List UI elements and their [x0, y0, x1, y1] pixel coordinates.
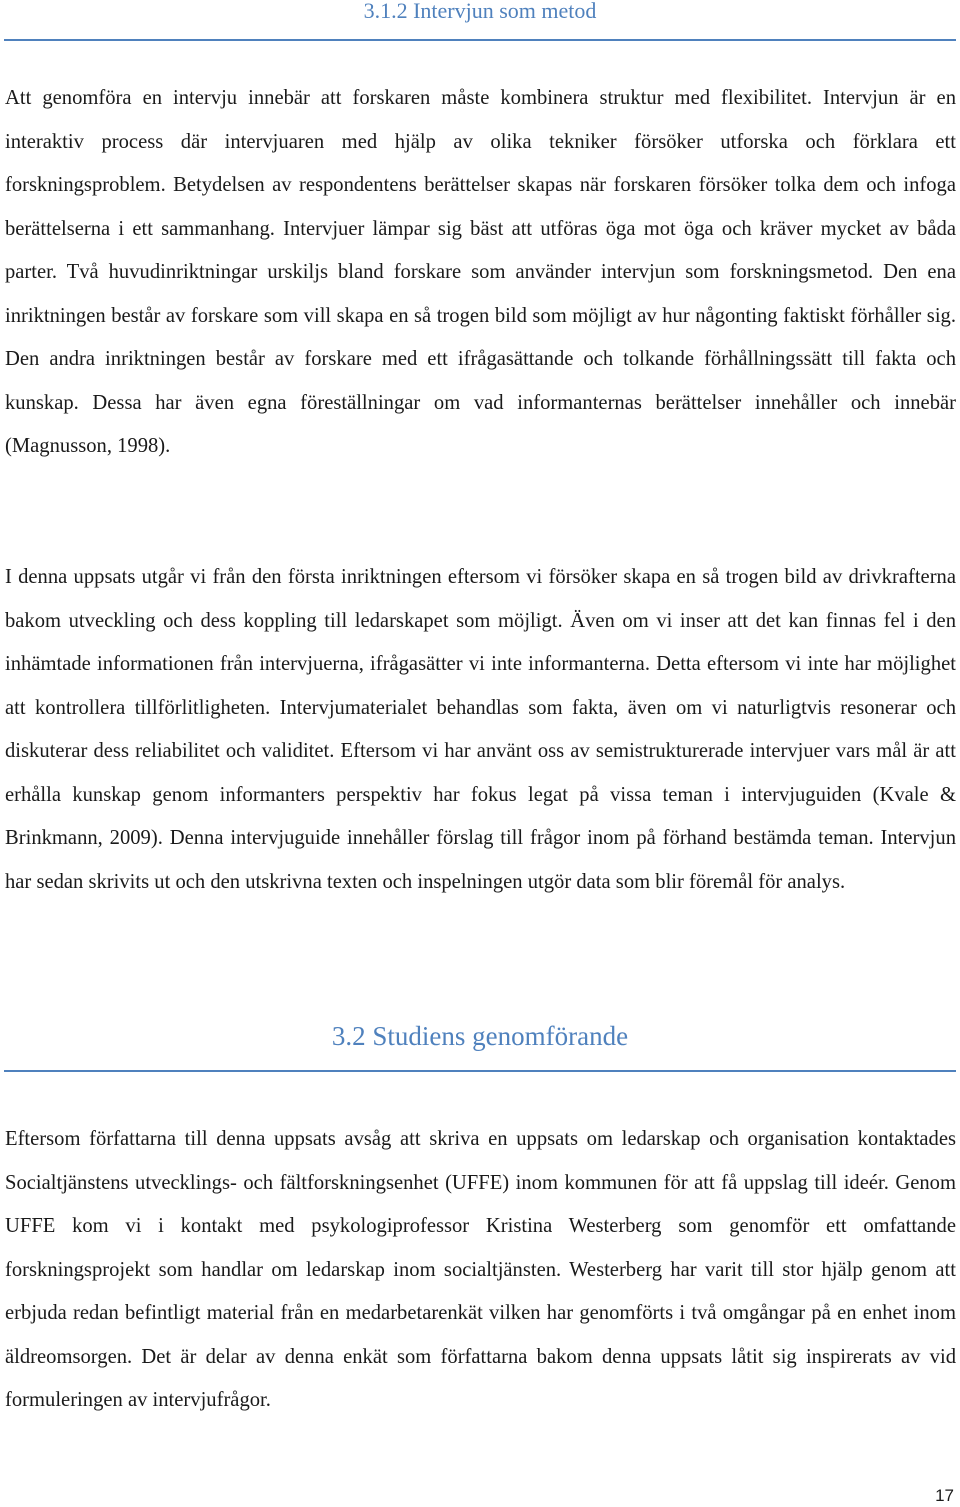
section-heading-3-1-2: 3.1.2 Intervjun som metod — [363, 0, 597, 23]
paragraph-interview-method: Att genomföra en intervju innebär att forskaren måste kombinera struktur med flexibilitet. Intervjun är en interaktiv process där intervjuaren med hjälp av olika tekniker försöker utforska och förklara ett forskningsproblem. Betydelsen av respondentens berättelser skapas när forskaren försöker tolka dem och infoga berättelserna i ett sammanhang. Intervjuer lämpar sig bäst att utföras öga mot öga och kräver mycket av båda parter. Två huvudinriktningar urskiljs bland forskare som använder intervjun som forskningsmetod. Den ena inriktningen består av forskare som vill skapa en så trogen bild som möjligt av hur någonting faktiskt förhåller sig. Den andra inriktningen består av forskare med ett ifrågasättande och tolkande förhållningssätt till fakta och kunskap. Dessa har även egna föreställningar om vad informanternas berättelser innehåller och innebär (Magnusson, 1998). — [5, 87, 956, 457]
heading-underline — [4, 1070, 956, 1072]
heading-underline — [4, 39, 956, 41]
paragraph-study-procedure: Eftersom författarna till denna uppsats avsåg att skriva en uppsats om ledarskap och organisation kontaktades Socialtjänstens utvecklings- och fältforskningsenhet (UFFE) inom kommunen för att få uppslag till ideér. Genom UFFE kom vi i kontakt med psykologiprofessor Kristina Westerberg som genomför ett omfattande forskningsprojekt som handlar om ledarskap inom socialtjänsten. Westerberg har varit till stor hjälp genom att erbjuda redan befintligt material från en medarbetarenkät vilken har genomförts i två omgångar på en enhet inom äldreomsorgen. Det är delar av denna enkät som författarna bakom denna uppsats låtit sig inspirerats av vid formuleringen av intervjufrågor. — [5, 1128, 956, 1411]
paragraph-chosen-approach: I denna uppsats utgår vi från den första inriktningen eftersom vi försöker skapa en så trogen bild av drivkrafterna bakom utveckling och dess koppling till ledarskapet som möjligt. Även om vi inser att det kan finnas fel i den inhämtade informationen från intervjuerna, ifrågasätter vi inte informanterna. Detta eftersom vi inte har möjlighet att kontrollera tillförlitligheten. Intervjumaterialet behandlas som fakta, även om vi naturligtvis resonerar och diskuterar dess reliabilitet och validitet. Eftersom vi har använt oss av semistrukturerade intervjuer vars mål är att erhålla kunskap genom informanters perspektiv har fokus legat på vissa teman i intervjuguiden (Kvale & Brinkmann, 2009). Denna intervjuguide innehåller förslag till frågor inom på förhand bestämda teman. Intervjun har sedan skrivits ut och den utskrivna texten och inspelningen utgör data som blir föremål för analys. — [5, 566, 956, 893]
page-number: 17 — [935, 1486, 954, 1505]
section-heading-3-2: 3.2 Studiens genomförande — [331, 1021, 629, 1051]
